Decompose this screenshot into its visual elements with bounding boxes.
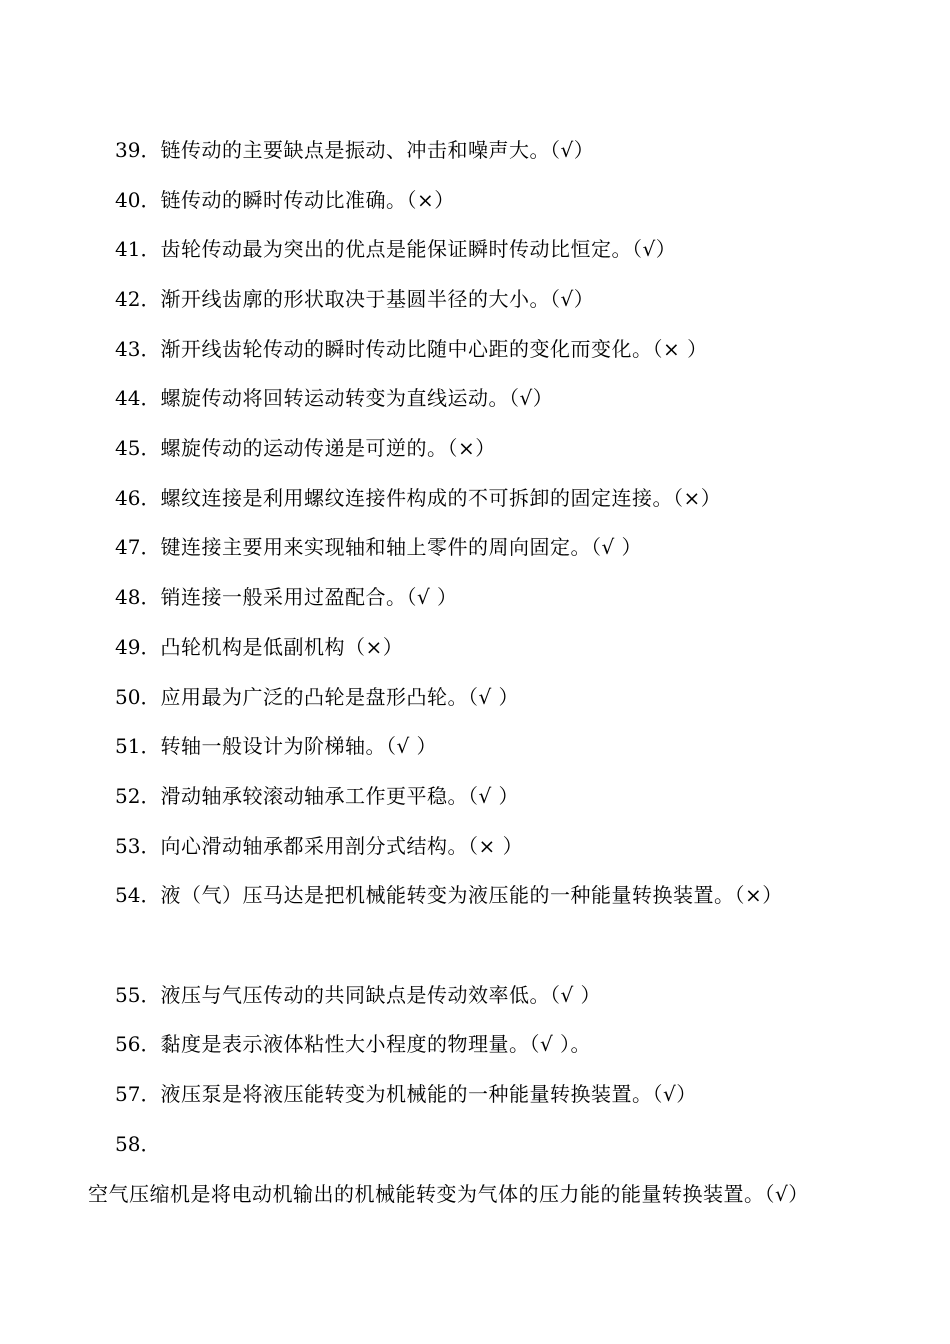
- item-number: 51．: [115, 734, 161, 758]
- item-number: 56．: [115, 1032, 161, 1056]
- item-text: 应用最为广泛的凸轮是盘形凸轮。（√ ）: [160, 685, 520, 709]
- list-item: [88, 275, 878, 325]
- item-text: 黏度是表示液体粘性大小程度的物理量。（√ ）。: [160, 1032, 592, 1056]
- list-item: [88, 673, 878, 723]
- list-item: [88, 623, 878, 673]
- item-number: 46．: [115, 486, 161, 510]
- item-text: 凸轮机构是低副机构（×）: [160, 635, 404, 659]
- item-number: 40．: [115, 188, 161, 212]
- item-number: 41．: [115, 237, 161, 261]
- item-text: 液（气）压马达是把机械能转变为液压能的一种能量转换装置。（×）: [160, 883, 783, 907]
- item-text: 键连接主要用来实现轴和轴上零件的周向固定。（√ ）: [160, 535, 643, 559]
- item-number: 58．: [115, 1132, 161, 1156]
- list-item: [88, 871, 878, 921]
- list-item: [88, 822, 878, 872]
- item-number: 50．: [115, 685, 161, 709]
- item-number: 57．: [115, 1082, 161, 1106]
- list-item: [88, 225, 878, 275]
- item-number: 55．: [115, 983, 161, 1007]
- list-item: [88, 176, 878, 226]
- item-number: 49．: [115, 635, 161, 659]
- item-text: 转轴一般设计为阶梯轴。（√ ）: [160, 734, 438, 758]
- item-text: 链传动的主要缺点是振动、冲击和噪声大。（√）: [160, 138, 595, 162]
- item-number: 39．: [115, 138, 161, 162]
- list-item: [88, 325, 878, 375]
- list-item: [88, 474, 878, 524]
- item-text: 螺旋传动的运动传递是可逆的。（×）: [160, 436, 496, 460]
- item-number: 48．: [115, 585, 161, 609]
- item-number: 42．: [115, 287, 161, 311]
- list-item: [88, 126, 878, 176]
- item-number: 53．: [115, 834, 161, 858]
- item-number: 47．: [115, 535, 161, 559]
- list-item: [88, 772, 878, 822]
- item-text: 空气压缩机是将电动机输出的机械能转变为气体的压力能的能量转换装置。（√）: [88, 1181, 809, 1206]
- item-text: 螺旋传动将回转运动转变为直线运动。（√）: [160, 386, 554, 410]
- item-text: 螺纹连接是利用螺纹连接件构成的不可拆卸的固定连接。（×）: [160, 486, 722, 510]
- list-item: [88, 1120, 878, 1219]
- item-number: 54．: [115, 883, 161, 907]
- item-number: 44．: [115, 386, 161, 410]
- item-text: 渐开线齿廓的形状取决于基圆半径的大小。（√）: [160, 287, 595, 311]
- list-item: [88, 971, 878, 1021]
- item-text: 滑动轴承较滚动轴承工作更平稳。（√ ）: [160, 784, 520, 808]
- item-text: 链传动的瞬时传动比准确。（×）: [160, 188, 455, 212]
- item-text: 销连接一般采用过盈配合。（√ ）: [160, 585, 458, 609]
- item-text: 渐开线齿轮传动的瞬时传动比随中心距的变化而变化。（× ）: [160, 337, 708, 361]
- list-item: [88, 1070, 878, 1120]
- list-item: [88, 523, 878, 573]
- list-item: [88, 573, 878, 623]
- item-number: 43．: [115, 337, 161, 361]
- item-text: 齿轮传动最为突出的优点是能保证瞬时传动比恒定。（√）: [160, 237, 677, 261]
- item-text: 液压泵是将液压能转变为机械能的一种能量转换装置。（√）: [160, 1082, 697, 1106]
- list-item: [88, 1020, 878, 1070]
- list-item: [88, 374, 878, 424]
- list-item: [88, 722, 878, 772]
- item-number: 45．: [115, 436, 161, 460]
- list-item: [88, 424, 878, 474]
- item-text: 向心滑动轴承都采用剖分式结构。（× ）: [160, 834, 524, 858]
- item-number: 52．: [115, 784, 161, 808]
- item-text: 液压与气压传动的共同缺点是传动效率低。（√ ）: [160, 983, 602, 1007]
